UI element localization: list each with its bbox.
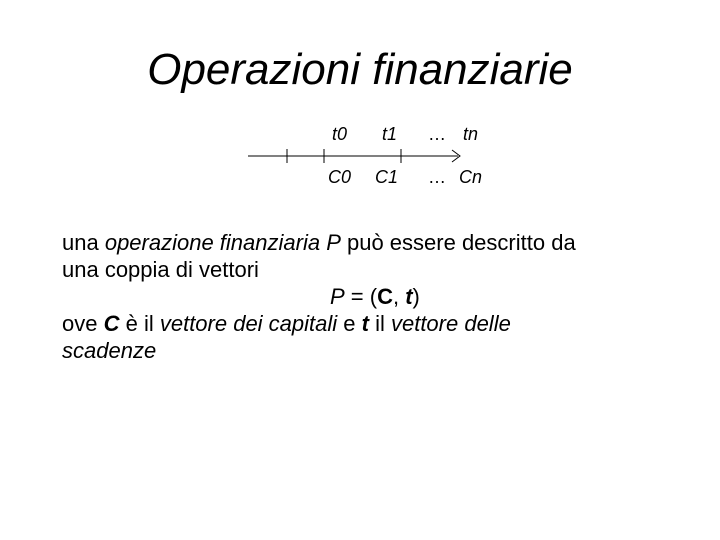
- body-line-5: scadenze: [62, 338, 157, 363]
- timeline-label-ellipsis-top: …: [428, 124, 446, 144]
- timeline-label-t0: t0: [332, 124, 348, 144]
- body-formula: P = (C, t): [330, 284, 420, 309]
- timeline-label-t1: t1: [382, 124, 398, 144]
- timeline-label-ellipsis-bottom: …: [428, 167, 446, 187]
- slide-title: Operazioni finanziarie: [147, 45, 573, 94]
- body-line-4: ove C è il vettore dei capitali e t il vettore delle: [62, 311, 511, 336]
- timeline-label-cn: Cn: [459, 167, 483, 187]
- body-line-2: una coppia di vettori: [62, 257, 259, 282]
- slide-body: [62, 229, 662, 364]
- timeline-label-tn: tn: [463, 124, 479, 144]
- timeline-label-c0: C0: [328, 167, 352, 187]
- body-line-1: una operazione finanziaria P può essere descritto da: [62, 230, 576, 255]
- timeline-label-c1: C1: [375, 167, 399, 187]
